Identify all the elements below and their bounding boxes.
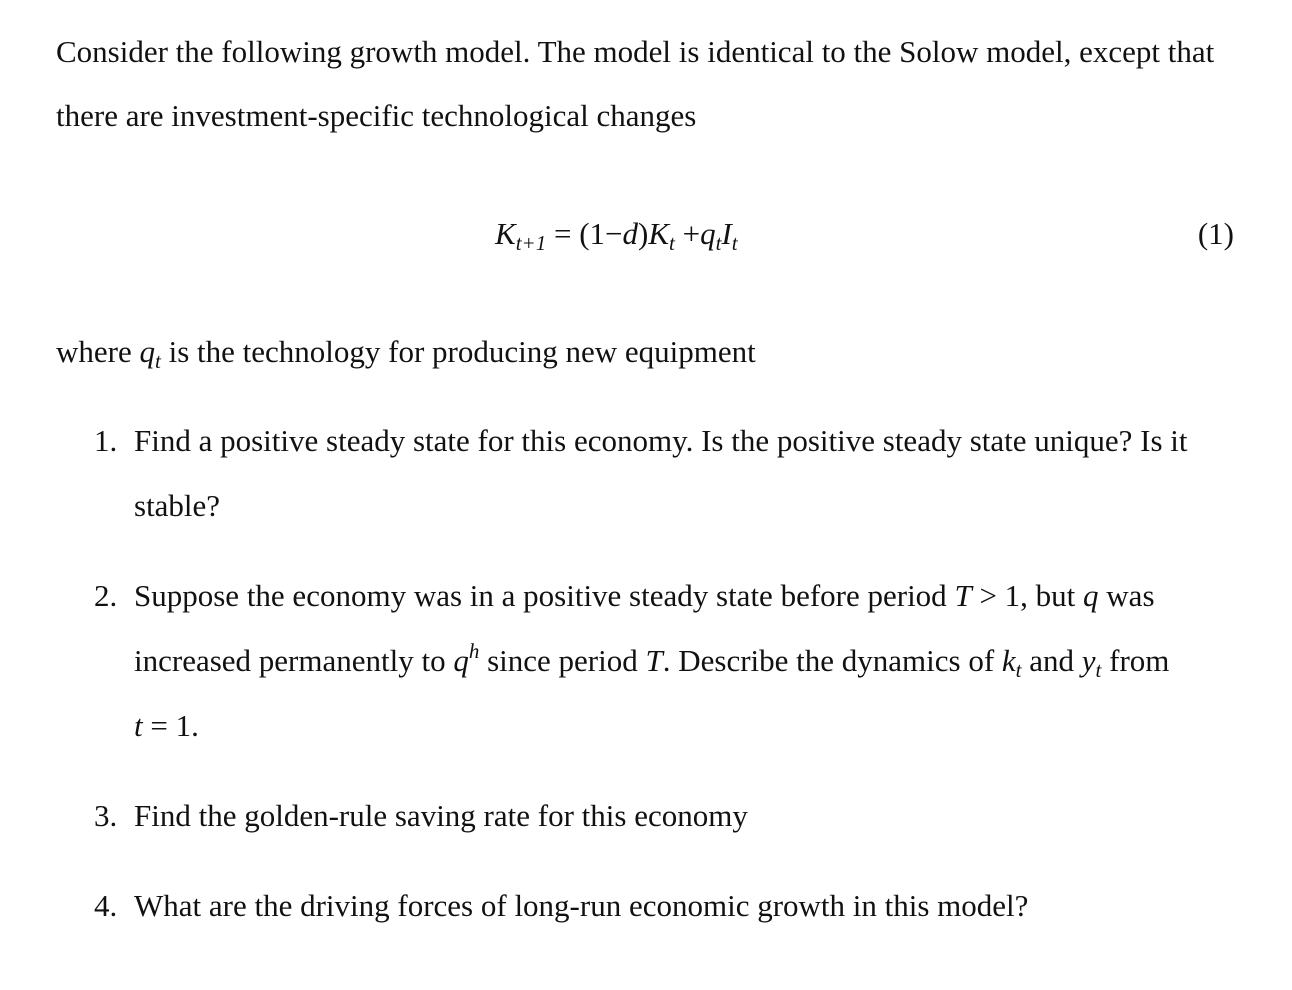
where-line: where $q_t$ is the technology for producing new equipment [56,334,756,373]
equation-number: (1) [1197,216,1234,251]
question-2-line-1: 2. Suppose the economy was in a positive steady state before period T > 1, but q was [94,576,1155,616]
question-2-line-2: increased permanently to $q^h$ since period T. Describe the dynamics of $k_t$ and $y_t$ from [134,639,1170,682]
question-3-number: 3. [94,798,118,833]
question-3 [94,796,748,836]
question-1-line-2: stable? [134,488,221,523]
question-1-number: 1. [94,423,118,458]
intro-line-2: there are investment-specific technological changes [56,98,697,133]
intro-line-1-text: Consider the following growth model. The model is identical to the Solow model, except that [56,34,1215,69]
intro-line-1 [56,32,1234,72]
question-2-line-3: t = 1. [134,708,199,743]
question-3-text: Find the golden-rule saving rate for this economy [134,798,748,833]
question-4 [94,886,1028,926]
question-4-number: 4. [94,888,118,923]
question-1-line-1 [94,421,1234,461]
question-1-text: Find a positive steady state for this economy. Is the positive steady state unique? Is it [134,423,1188,458]
question-4-text: What are the driving forces of long-run economic growth in this model? [134,888,1029,923]
question-2-number: 2. [94,578,118,613]
equation: $K_{t+1} = (1-d)K_t +q_tI_t$ [495,216,738,255]
